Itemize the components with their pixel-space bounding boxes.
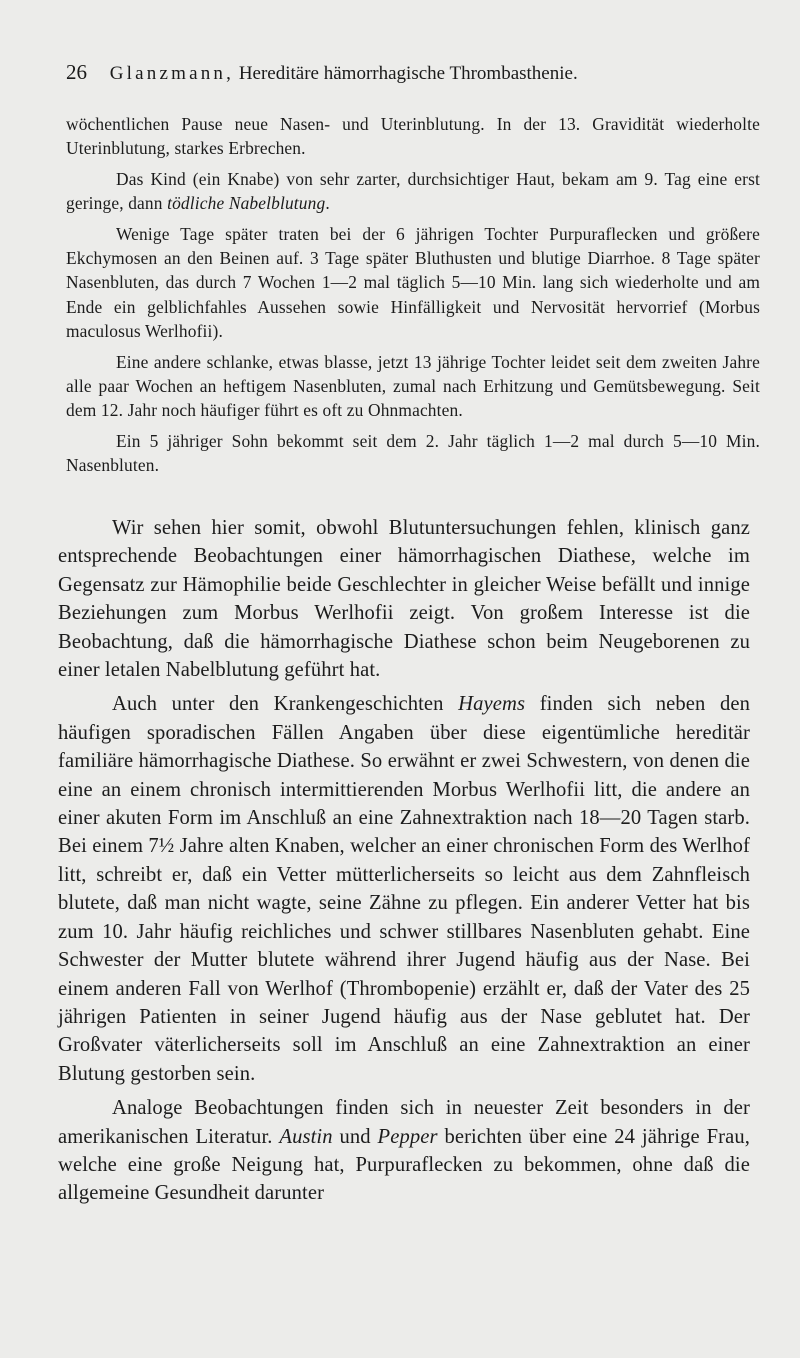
case-history-small-print xyxy=(66,112,760,484)
page-number: 26 xyxy=(66,60,87,84)
italic-text: Hayems xyxy=(458,693,526,716)
header-author: Glanzmann, xyxy=(109,63,235,84)
paragraph: Eine andere schlanke, etwas blasse, jetzt 13 jährige Tochter leidet seit dem zweiten Jahre alle paar Wochen an heftigem Nasenbluten, zumal nach Erhitzung und Gemütsbewegung. Seit dem 12. Jahr noch häufiger führt es oft zu Ohnmachten. xyxy=(66,351,760,421)
paragraph: Das Kind (ein Knabe) von sehr zarter, durchsichtiger Haut, bekam am 9. Tag eine erst geringe, dann tödliche Nabelblutung. xyxy=(66,168,760,214)
running-header xyxy=(66,60,746,85)
header-title: Hereditäre hämorrhagische Thrombasthenie. xyxy=(238,63,578,84)
paragraph: Wir sehen hier somit, obwohl Blutuntersuchungen fehlen, klinisch ganz entsprechende Beobachtungen einer hämorrhagischen Diathese, welche im Gegensatz zur Hämophilie beide Geschlechter in gleicher Weise befällt und innige Beziehungen zum Morbus Werlhofii zeigt. Von großem Interesse ist die Beobachtung, daß die hämorrhagische Diathese schon beim Neugeborenen zu einer letalen Nabelblutung geführt hat. xyxy=(58,517,750,682)
italic-text: tödliche Nabelblutung xyxy=(167,193,326,214)
italic-text: Pepper xyxy=(377,1125,438,1148)
paragraph: wöchentlichen Pause neue Nasen- und Uterinblutung. In der 13. Gravidität wiederholte Uterinblutung, starkes Erbrechen. xyxy=(66,114,760,159)
paragraph: Wenige Tage später traten bei der 6 jährigen Tochter Purpuraflecken und größere Ekchymosen an den Beinen auf. 3 Tage später Bluthusten und blutige Diarrhoe. 8 Tage später Nasenbluten, das durch 7 Wochen 1—2 mal täglich 5—10 Min. lang sich wiederholte und am Ende ein gelblichfahles Aussehen sowie Hinfälligkeit und Nervosität hervorrief (Morbus maculosus Werlhofii). xyxy=(66,223,760,342)
paragraph: Analoge Beobachtungen finden sich in neuester Zeit besonders in der amerikanischen Literatur. Austin und Pepper berichten über eine 24 jährige Frau, welche eine große Neigung hat, Purpuraflecken zu bekommen, ohne daß die allgemeine Gesundheit darunter xyxy=(58,1097,751,1205)
paragraph: Ein 5 jähriger Sohn bekommt seit dem 2. Jahr täglich 1—2 mal durch 5—10 Min. Nasenbluten. xyxy=(66,430,760,476)
italic-text: Austin xyxy=(279,1125,333,1148)
paragraph: Auch unter den Krankengeschichten Hayems finden sich neben den häufigen sporadischen Fällen Angaben über diese eigentümliche hereditär familiäre hämorrhagische Diathese. So erwähnt er zwei Schwestern, von denen die eine an einem chronisch intermittierenden Morbus Werlhofii litt, die andere an einer akuten Form im Anschluß an eine Zahnextraktion nach 18—20 Tagen starb. Bei einem 7½ Jahre alten Knaben, welcher an einer chronischen Form des Werlhof litt, schreibt er, daß ein Vetter mütterlicherseits so leicht aus dem Zahnfleisch blutete, daß man nicht wagte, seine Zähne zu pflegen. Ein anderer Vetter hat bis zum 10. Jahr häufig reichliches und schwer stillbares Nasenbluten gehabt. Eine Schwester der Mutter blutete während ihrer Jugend häufig aus der Nase. Bei einem anderen Fall von Werlhof (Thrombopenie) erzählt er, daß der Vater des 25 jährigen Patienten in seiner Jugend häufig aus der Nase geblutet hat. Der Großvater väterlicherseits soll im Anschluß an eine Zahnextraktion an einer Blutung gestorben sein. xyxy=(58,693,750,1085)
main-body-text xyxy=(58,514,750,1214)
